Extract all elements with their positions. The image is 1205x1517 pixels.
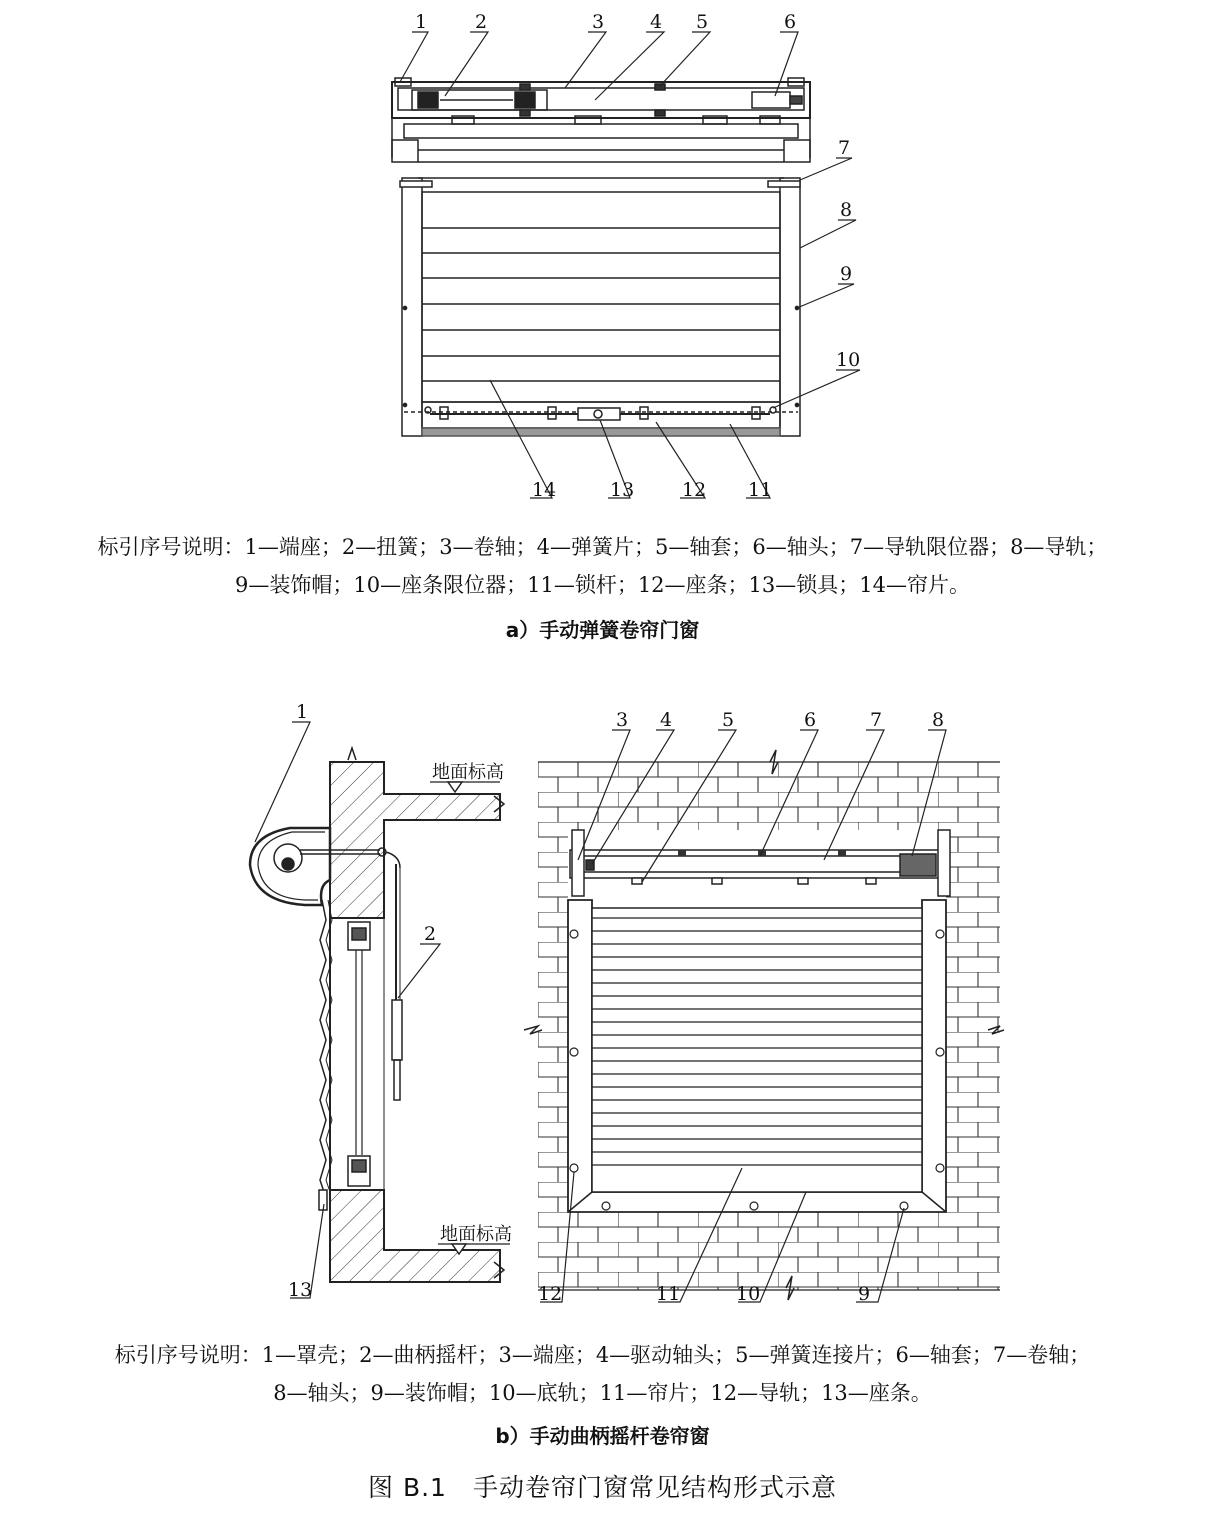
callout-b-11: 11 [656, 1283, 681, 1305]
callout-b-3: 3 [616, 709, 629, 731]
callout-b-7: 7 [870, 709, 883, 731]
callout-a-10: 10 [836, 349, 861, 371]
callout-b-6: 6 [804, 709, 817, 731]
callout-a-4: 4 [650, 11, 663, 33]
callout-a-5: 5 [696, 11, 709, 33]
ground-level-label-bottom: 地面标高 [440, 1224, 512, 1245]
legend-b-line1: 标引序号说明：1—罩壳；2—曲柄摇杆；3—端座；4—驱动轴头；5—弹簧连接片；6—轴套；7—卷轴； [114, 1343, 1091, 1367]
callout-a-3: 3 [592, 11, 605, 33]
callout-b-13: 13 [288, 1279, 313, 1301]
callout-a-9: 9 [840, 263, 853, 285]
legend-a-line2: 9—装饰帽；10—座条限位器；11—锁杆；12—座条；13—锁具；14—帘片。 [235, 573, 970, 597]
callout-b-10: 10 [736, 1283, 761, 1305]
callout-a-1: 1 [415, 11, 428, 33]
callout-a-12: 12 [682, 479, 707, 501]
subcaption-b: b）手动曲柄摇杆卷帘窗 [495, 1424, 710, 1448]
callout-a-14: 14 [532, 479, 557, 501]
legend-b-line2: 8—轴头；9—装饰帽；10—底轨；11—帘片；12—导轨；13—座条。 [273, 1381, 932, 1405]
callout-a-2: 2 [475, 11, 488, 33]
callout-b-1: 1 [296, 701, 309, 723]
callout-a-13: 13 [610, 479, 635, 501]
callout-b-4: 4 [660, 709, 673, 731]
callout-b-2: 2 [424, 923, 437, 945]
subcaption-a: a）手动弹簧卷帘门窗 [505, 618, 700, 642]
ground-level-label-top: 地面标高 [432, 762, 504, 783]
callout-a-7: 7 [838, 137, 851, 159]
callout-a-8: 8 [840, 199, 853, 221]
callout-a-11: 11 [748, 479, 773, 501]
diagram-b [0, 700, 1205, 1340]
diagram-a [0, 0, 1205, 510]
callout-b-12: 12 [538, 1283, 563, 1305]
callout-b-8: 8 [932, 709, 945, 731]
figure-caption: 图 B.1 手动卷帘门窗常见结构形式示意 [368, 1473, 837, 1502]
legend-a-line1: 标引序号说明：1—端座；2—扭簧；3—卷轴；4—弹簧片；5—轴套；6—轴头；7—导轨限位器；8—导轨； [97, 535, 1108, 559]
callout-b-5: 5 [722, 709, 735, 731]
callout-a-6: 6 [784, 11, 797, 33]
callout-b-9: 9 [858, 1283, 871, 1305]
